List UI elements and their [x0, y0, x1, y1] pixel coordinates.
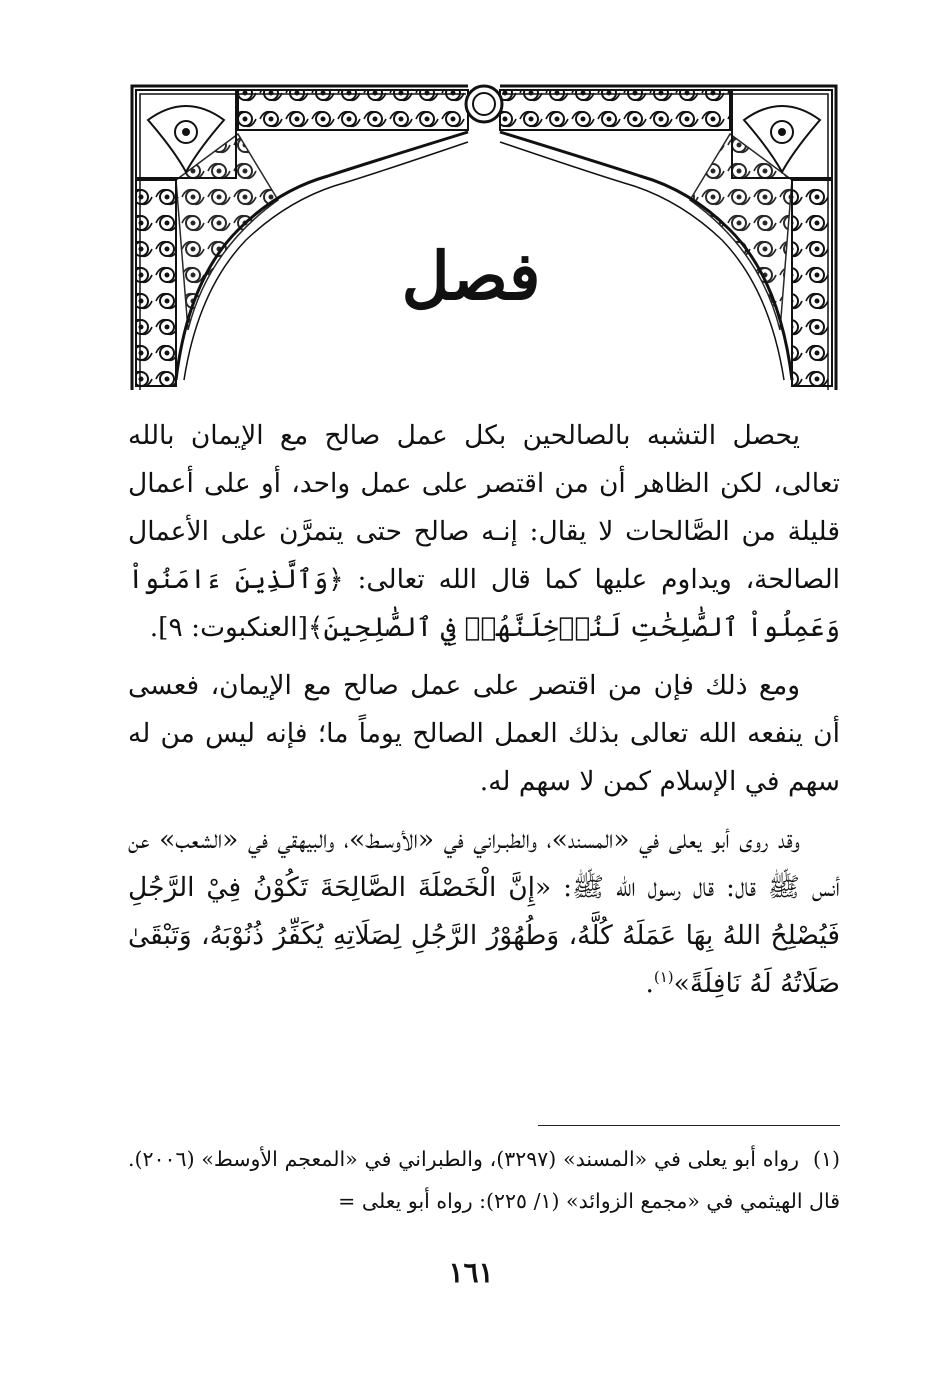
body-text [128, 412, 840, 1008]
paragraph-3-text: وقد روى أبو يعلى في «المسند»، والطبـراني في «الأوسـط»، والبيهقي في «الشعب» عن أنس ﷺ قال: قال رسول الله ﷺ: [128, 824, 840, 903]
footnote-number: (١) [812, 1147, 840, 1171]
paragraph-1 [128, 412, 840, 652]
paragraph-2: ومع ذلك فإن من اقتصر على عمل صالح مع الإيمان، فعسى أن ينفعه الله تعالى بذلك العمل الصالح يوماً ما؛ فإنه ليس من له سهم في الإسلام كمن لا سهم له. [128, 670, 840, 797]
paragraph-1-text: يحصل التشبه بالصالحين بكل عمل صالح مع الإيمان بالله تعالى، لكن الظاهر أن من اقتصر على عمل واحد، أو على أعمال قليلة من الصَّالحات لا يقال: إنـه صالح حتى يتمرَّن على الأعمال الصالحة، ويداوم عليها كما قال الله تعالى: [128, 420, 841, 595]
verse-reference: [العنكبوت: ٩]. [149, 612, 308, 643]
hadith-text: «إِنَّ الْخَصْلَةَ الصَّالِحَةَ تَكُوْنُ فِيْ الرَّجُلِ فَيُصْلِحُ اللهُ بِهَا عَمَلَهُ كُلَّهُ، وَطُهُوْرُ الرَّجُلِ لِصَلَاتِهِ يُكَفِّرُ ذُنُوْبَهُ، وَتَبْقَىٰ صَلَاتُهُ لَهُ نَافِلَةً» [128, 872, 840, 999]
paragraph-3 [128, 816, 840, 1008]
footnote [128, 1138, 840, 1222]
footnote-marker[interactable]: (١) [653, 968, 674, 987]
chapter-title: فصل [401, 237, 541, 315]
page-number: ١٦١ [448, 1256, 494, 1289]
quran-verse: ﴿وَٱلَّذِينَ ءَامَنُواْ وَعَمِلُواْ ٱلصَّٰلِحَٰتِ لَنُدۡخِلَنَّهُمۡ فِي ٱلصَّٰلِحِينَ﴾ [128, 564, 840, 643]
footnote-text: رواه أبو يعلى في «المسند» (٣٢٩٧)، والطبراني في «المعجم الأوسط» (٢٠٠٦). قال الهيثمي في «مجمع الزوائد» (١/ ٢٢٥): رواه أبو يعلى = [128, 1147, 840, 1213]
footnote-divider [538, 1125, 840, 1126]
paragraph-3-end: . [645, 968, 654, 999]
